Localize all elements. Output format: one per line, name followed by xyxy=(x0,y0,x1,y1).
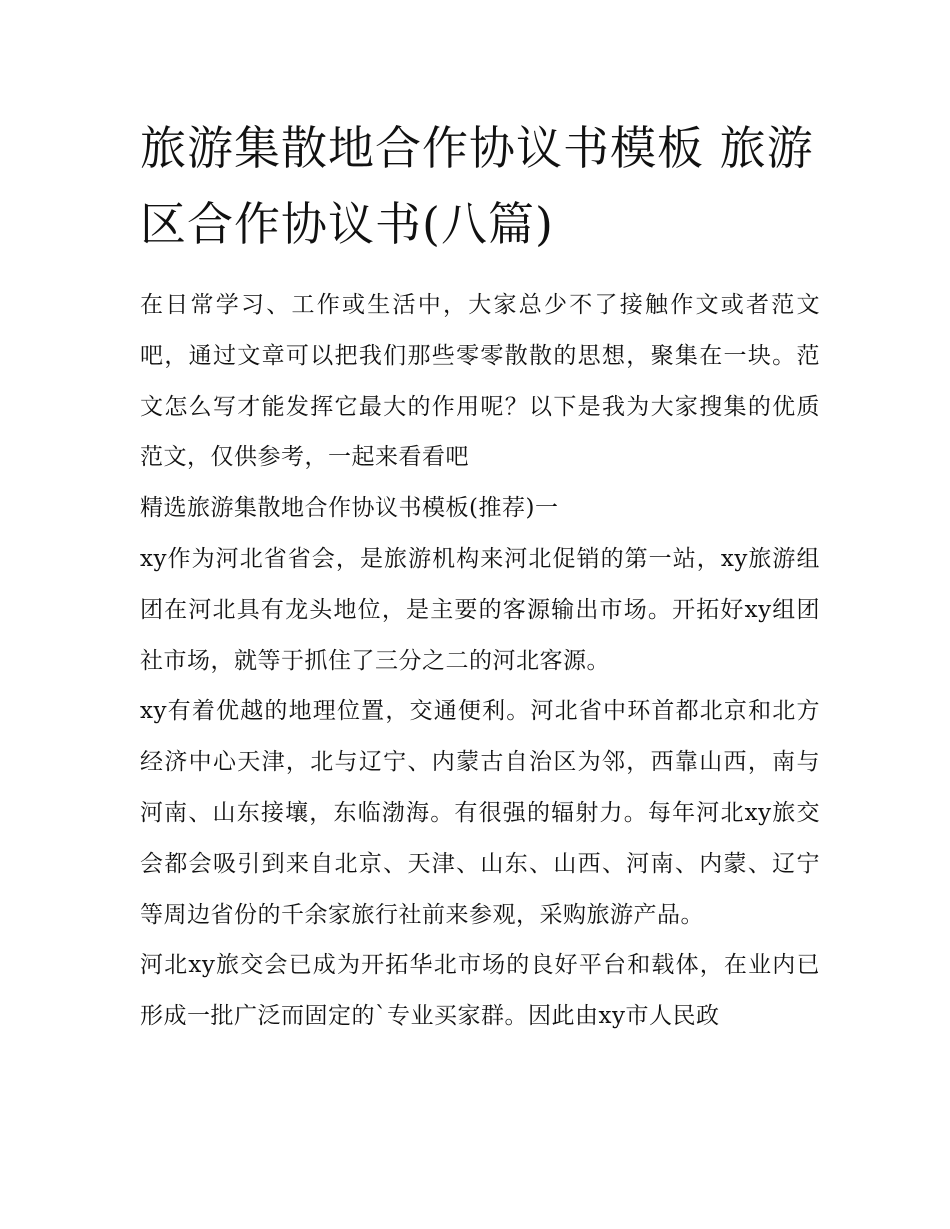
body-paragraph: xy作为河北省省会，是旅游机构来河北促销的第一站，xy旅游组团在河北具有龙头地位，是主要的客源输出市场。开拓好xy组团社市场，就等于抓住了三分之二的河北客源。 xyxy=(140,545,820,674)
section-heading: 精选旅游集散地合作协议书模板(推荐)一 xyxy=(140,495,559,522)
document-title: 旅游集散地合作协议书模板 旅游区合作协议书(八篇) xyxy=(140,121,814,251)
body-paragraph: xy有着优越的地理位置，交通便利。河北省中环首都北京和北方经济中心天津，北与辽宁、内蒙古自治区为邻，西靠山西，南与河南、山东接壤，东临渤海。有很强的辐射力。每年河北xy旅交会都会吸引到来自北京、天津、山东、山西、河南、内蒙、辽宁等周边省份的千余家旅行社前来参观，采购旅游产品。 xyxy=(140,698,820,928)
document-page xyxy=(140,110,820,1042)
body-paragraph: 河北xy旅交会已成为开拓华北市场的良好平台和载体，在业内已形成一批广泛而固定的`专业买家群。因此由xy市人民政 xyxy=(140,952,820,1030)
intro-paragraph: 在日常学习、工作或生活中，大家总少不了接触作文或者范文吧，通过文章可以把我们那些零零散散的思想，聚集在一块。范文怎么写才能发挥它最大的作用呢？以下是我为大家搜集的优质范文，仅供参考，一起来看看吧 xyxy=(140,292,820,471)
